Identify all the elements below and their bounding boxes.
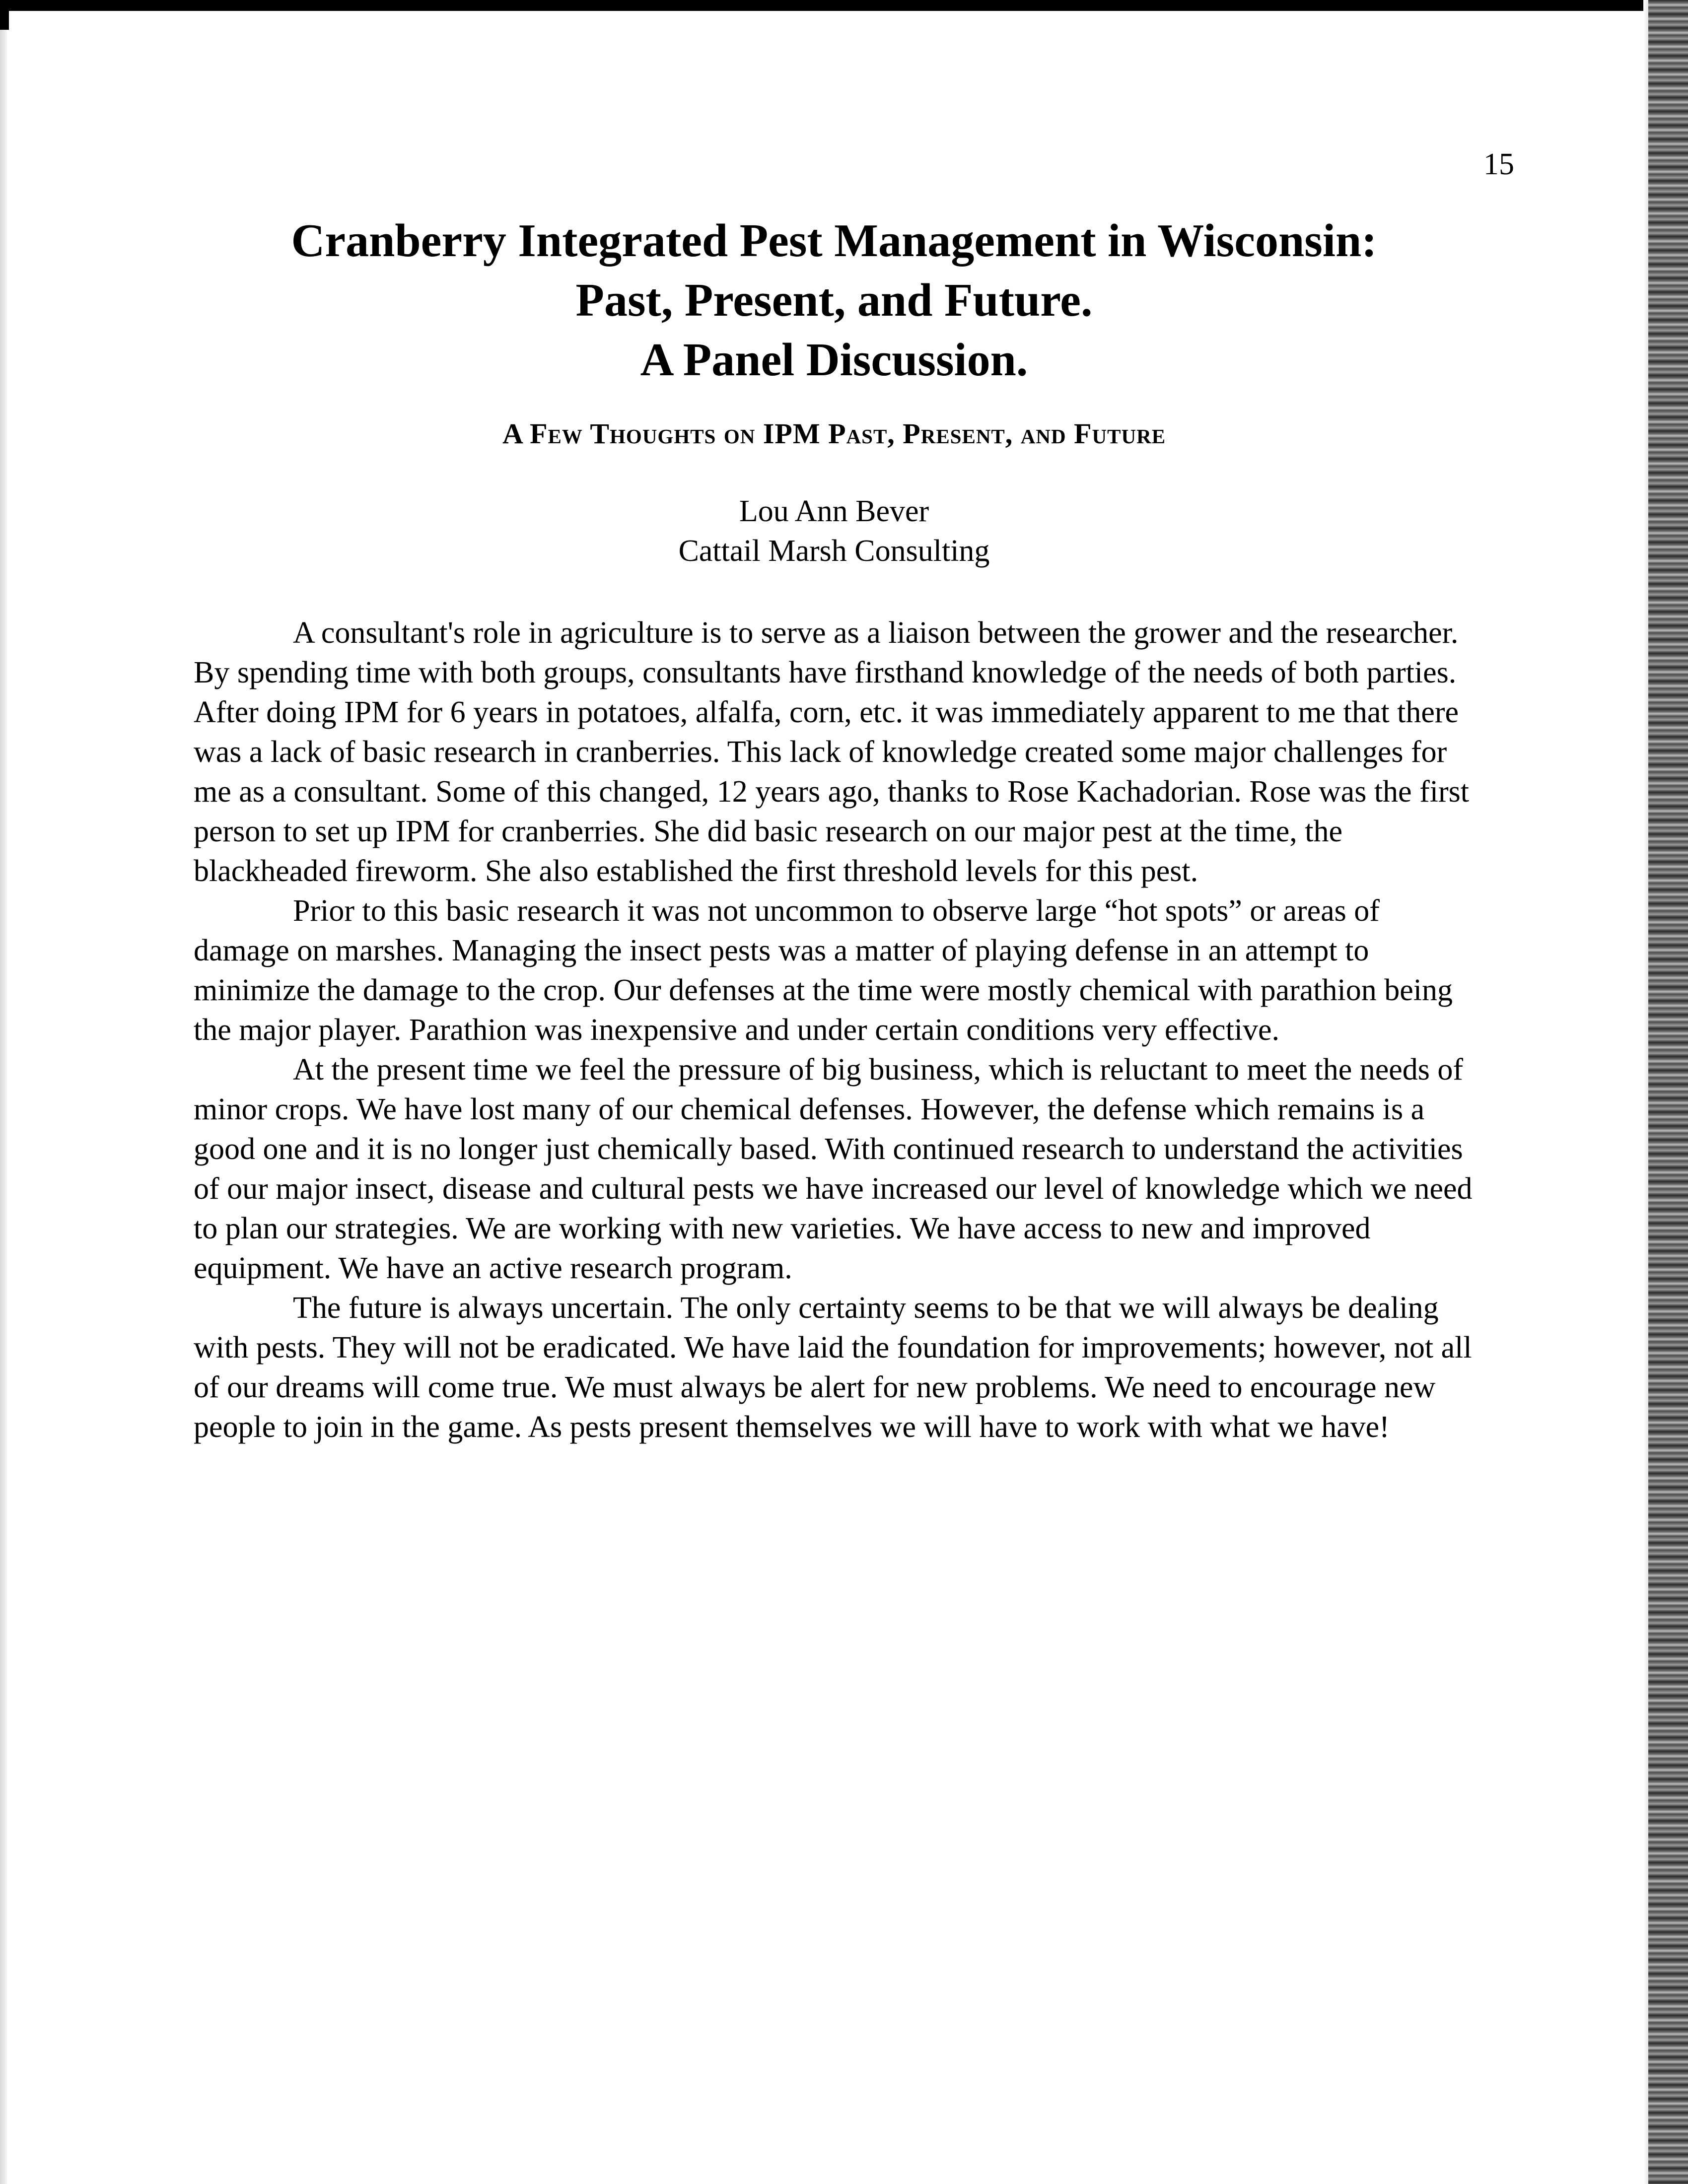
title-line: Cranberry Integrated Pest Management in Wisconsin: [291,215,1377,267]
page-number: 15 [1483,147,1514,181]
scan-left-edge [0,0,7,2184]
scan-top-edge [0,0,1653,11]
paragraph: A consultant's role in agriculture is to serve as a liaison between the grower and the researcher. By spending time with both groups, consultants have firsthand knowledge of the needs of both parties. After doing IPM for 6 years in potatoes, alfalfa, corn, etc. it was immediately apparent to me that there was a lack of basic research in cranberries. This lack of knowledge created some major challenges for me as a consultant. Some of this changed, 12 years ago, thanks to Rose Kachadorian. Rose was the first person to set up IPM for cranberries. She did basic research on our major pest at the time, the blackheaded fireworm. She also established the first threshold levels for this pest. [194,616,1469,888]
section-heading: A Few Thoughts on IPM Past, Present, and Future [502,417,1166,450]
author-name: Lou Ann Bever [739,494,929,528]
scan-right-edge [1648,0,1688,2184]
paragraph: The future is always uncertain. The only certainty seems to be that we will always be dealing with pests. They will not be eradicated. We have laid the foundation for improvements; however, not all of our dreams will come true. We must always be alert for new problems. We need to encourage new people to join in the game. As pests present themselves we will have to work with what we have! [194,1291,1472,1444]
scan-corner-mark [0,0,9,30]
title-line: Past, Present, and Future. [575,274,1093,326]
paragraph: At the present time we feel the pressure of big business, which is reluctant to meet the needs of minor crops. We have lost many of our chemical defenses. However, the defense which remains is a good one and it is no longer just chemically based. With continued research to understand the activities of our major insect, disease and cultural pests we have increased our level of knowledge which we need to plan our strategies. We are working with new varieties. We have access to new and improved equipment. We have an active research program. [194,1053,1473,1285]
document-title [149,211,1519,390]
body-text [194,613,1475,1447]
author-block [149,491,1519,571]
paragraph: Prior to this basic research it was not uncommon to observe large “hot spots” or areas of damage on marshes. Managing the insect pests was a matter of playing defense in an attempt to minimize the damage to the crop. Our defenses at the time were mostly chemical with parathion being the major player. Parathion was inexpensive and under certain conditions very effective. [194,894,1453,1047]
title-line: A Panel Discussion. [640,334,1028,386]
author-affiliation: Cattail Marsh Consulting [678,534,990,568]
